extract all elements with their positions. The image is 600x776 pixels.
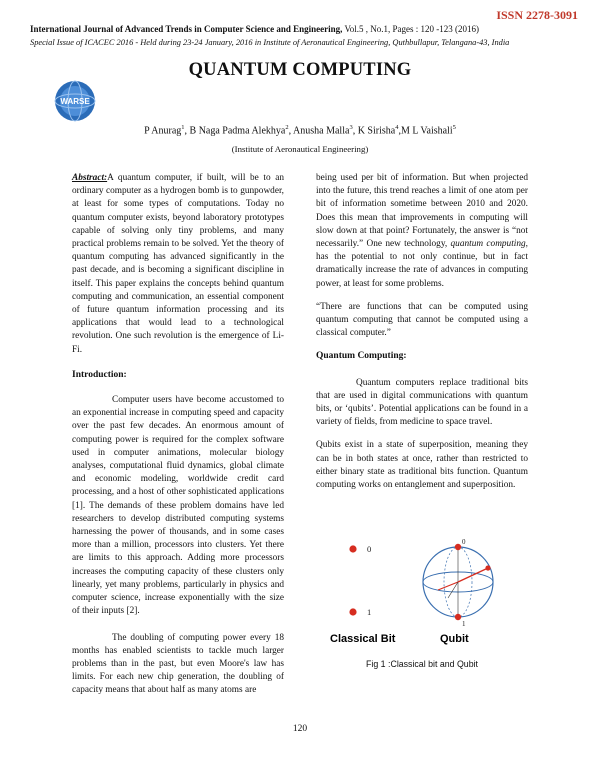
classical-bit-0-dot [349, 545, 356, 552]
logo-text: WARSE [60, 97, 90, 106]
intro-heading: Introduction: [72, 369, 127, 380]
author: K Sirisha [357, 125, 396, 137]
intro-paragraph-1: Computer users have become accustomed to an exponential increase in computing speed and capacity over the past few decades. An enormous amount of computing power is required for the complex software used in computer animations, molecular biology analyses, computational fluid dynamics, global climate and economic modeling, worldwide credit card processing, and a host of other sophisticated applications [1]. The demands of these problem domains have led researchers to develop distributed computing systems harnessing the power of thousands, and in some cases more than a million, processors into clusters. Yet there are limits to this approach. Adding more processors increases the computing capacity of these clusters only linearly, yet many problems, particularly in physics and computer science, increase exponentially with the size of their inputs [2]. [72, 395, 284, 617]
authors: P Anurag$^1$, B Naga Padma Alekhya$^2$, Anusha Malla$^3$, K Sirisha$^4$,M L Vaishali$^5$ [144, 124, 456, 137]
right-paragraph-1: being used per bit of information. But when projected into the future, this trend reaches a limit of one atom per bit of information sometime between 2010 and 2020. Does this mean that improvements in computing will slow down at that point? Fortunately, the answer is “not necessarily.” One new technology, quantum computing, has the potential to not only continue, but in fact dramatically increase the rate of advances in computing power, at least for some problems. [316, 173, 528, 289]
qubit-0-label: 0 [462, 538, 466, 546]
qc-paragraph-2: Qubits exist in a state of superposition, meaning they can be in both states at once, rather than restricted to either binary state as traditional bits function. Quantum computing works on entanglement and superposition. [316, 440, 528, 491]
abstract-label: Abstract: [72, 173, 108, 183]
left-column [72, 172, 284, 698]
bloch-sphere [423, 538, 493, 628]
state-0-label: 0 [367, 544, 372, 554]
emphasis-quantum-computing: quantum computing [450, 239, 526, 250]
right-column [316, 172, 528, 492]
page-number: 120 [292, 724, 308, 734]
figure-caption: Fig 1 :Classical bit and Qubit [366, 659, 478, 669]
qubit-label: Qubit [440, 633, 469, 645]
special-issue: Special Issue of ICACEC 2016 - Held during 23-24 January, 2016 in Institute of Aeronautical Engineering, Quthbullapur, Telangana-43, India [30, 38, 510, 47]
abstract-text: A quantum computer, if built, will be to an ordinary computer as a hydrogen bomb is to gunpowder, at least for some types of computations. Today no quantum computer exists, beyond laboratory prototypes capable of solving only tiny problems, and many practical problems remain to be solved. Yet the theory of quantum computing has advanced significantly in the past decade, and is becoming a significant discipline in itself. This paper explains the concepts behind quantum computing and communication, an essential component of future quantum information processing and its applications that would lead to a technological revolution. One such revolution is the emergence of Li-Fi. [72, 173, 284, 355]
author: P Anurag [144, 125, 182, 137]
institution: (Institute of Aeronautical Engineering) [231, 144, 369, 154]
qc-heading: Quantum Computing: [316, 351, 407, 362]
figure-classical-vs-qubit [326, 538, 526, 646]
qubit-1-label: 1 [462, 620, 466, 628]
abstract [72, 172, 284, 357]
author: Anusha Malla [293, 125, 350, 137]
warse-logo [54, 80, 96, 122]
classical-bit-1-dot [349, 608, 356, 615]
journal-volume: Vol.5 , No.1, Pages : 120 -123 (2016) [342, 24, 480, 34]
intro-paragraph-2: The doubling of computing power every 18 months has enabled scientists to tackle much larger problems than in the past, but even Moore's law has limits. For each new chip generation, the doubling of capacity means that about half as many atoms are [72, 632, 284, 696]
journal-name: International Journal of Advanced Trends in Computer Science and Engineering, [30, 24, 343, 34]
qubit-state-0-dot [455, 544, 461, 550]
qubit-state-1-dot [455, 614, 461, 620]
qubit-vector-tip [485, 565, 490, 570]
qc-paragraph-1: Quantum computers replace traditional bits that are used in digital communications with quantum bits, or ‘qubits’. Potential applications can be found in a variety of fields, from medicine to space travel. [316, 377, 528, 428]
paper-title: QUANTUM COMPUTING [188, 60, 412, 80]
author: B Naga Padma Alekhya [189, 125, 286, 137]
author: M L Vaishali [400, 125, 453, 137]
state-1-label: 1 [367, 607, 372, 617]
issn: ISSN 2278-3091 [496, 8, 578, 22]
quote-paragraph: “There are functions that can be computed using quantum computing that cannot be computed using a classical computer.” [316, 301, 528, 339]
journal-line [30, 24, 590, 35]
classical-bit-label: Classical Bit [330, 633, 396, 645]
